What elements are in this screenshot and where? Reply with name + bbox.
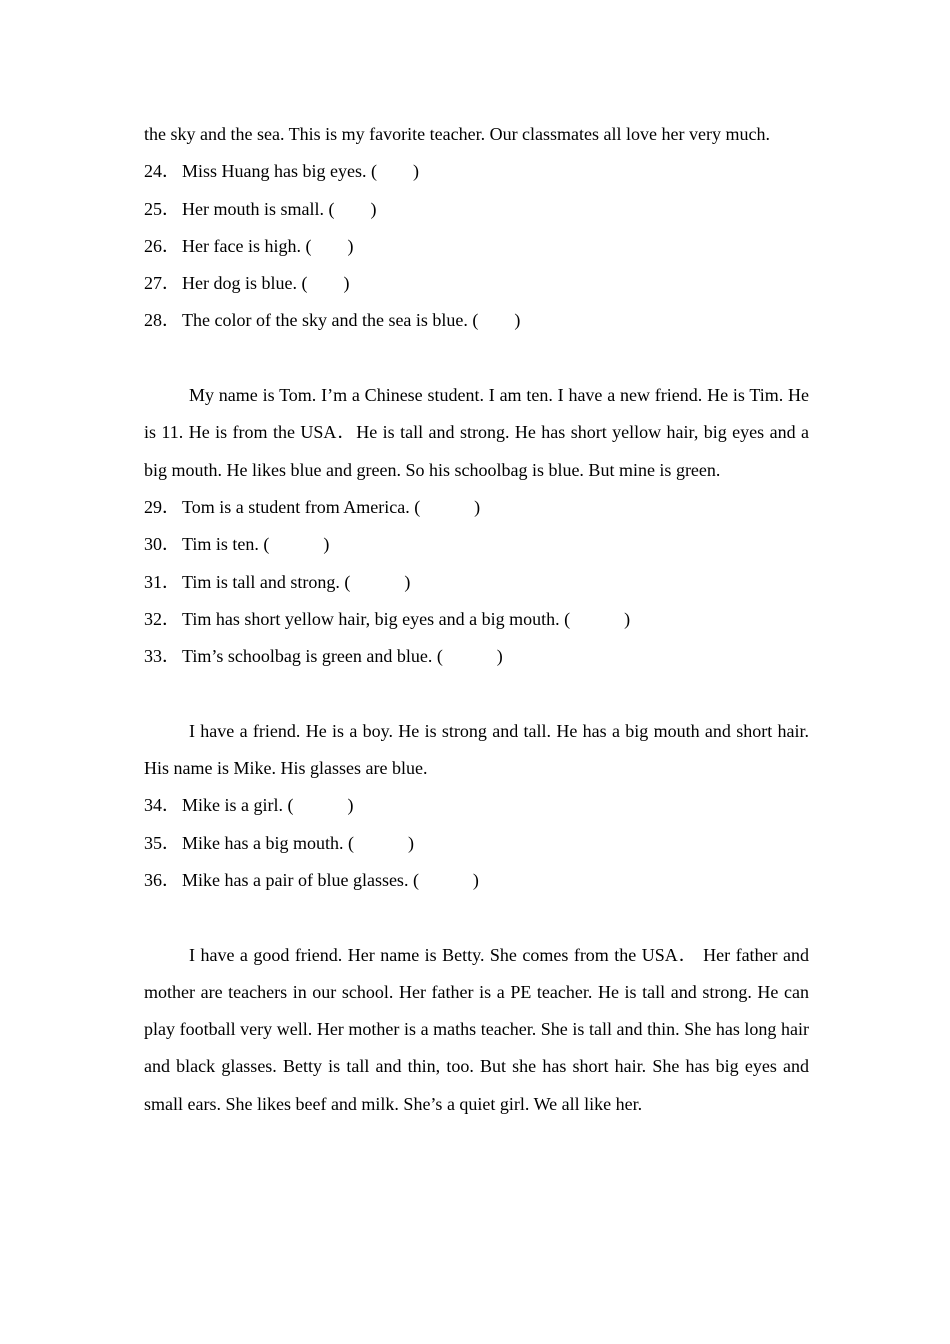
question-30	[144, 526, 809, 563]
question-text: Mike is a girl. ( )	[182, 795, 354, 816]
question-number: 33．	[144, 646, 180, 667]
question-text: Tim is ten. ( )	[182, 534, 330, 555]
question-34	[144, 787, 809, 824]
question-36	[144, 862, 809, 899]
question-number: 35．	[144, 832, 180, 853]
question-number: 25．	[144, 198, 180, 219]
section-spacer	[144, 899, 809, 936]
question-text: Tim is tall and strong. ( )	[182, 571, 411, 592]
section-spacer	[144, 675, 809, 712]
question-text: Her face is high. ( )	[182, 235, 354, 256]
question-number: 27．	[144, 273, 180, 294]
passage-3: I have a friend. He is a boy. He is strong and tall. He has a big mouth and short hair. His name is Mike. His glasses are blue.	[144, 720, 809, 779]
section-spacer	[144, 340, 809, 377]
question-text: Mike has a pair of blue glasses. ( )	[182, 869, 479, 890]
question-33	[144, 638, 809, 675]
question-number: 30．	[144, 534, 180, 555]
question-number: 36．	[144, 869, 180, 890]
question-number: 32．	[144, 608, 180, 629]
question-text: Mike has a big mouth. ( )	[182, 832, 414, 853]
question-text: The color of the sky and the sea is blue. ( )	[182, 310, 521, 331]
question-text: Tim has short yellow hair, big eyes and a big mouth. ( )	[182, 608, 631, 629]
question-number: 34．	[144, 795, 180, 816]
question-number: 29．	[144, 496, 180, 517]
question-28	[144, 302, 809, 339]
question-number: 24．	[144, 161, 180, 182]
question-number: 31．	[144, 571, 180, 592]
question-29	[144, 489, 809, 526]
passage-4: I have a good friend. Her name is Betty. She comes from the USA． Her father and mother are teachers in our school. Her father is a PE teacher. He is tall and strong. He can play football very well. Her mother is a maths teacher. She is tall and thin. She has long hair and black glasses. Betty is tall and thin, too. But she has short hair. She has big eyes and small ears. She likes beef and milk. She’s a quiet girl. We all like her.	[144, 944, 809, 1114]
question-text: Her dog is blue. ( )	[182, 273, 350, 294]
question-26	[144, 228, 809, 265]
question-27	[144, 265, 809, 302]
worksheet-page	[144, 116, 809, 1123]
passage-1-ending: the sky and the sea. This is my favorite teacher. Our classmates all love her very much.	[144, 124, 770, 144]
question-25	[144, 191, 809, 228]
question-35	[144, 825, 809, 862]
question-text: Miss Huang has big eyes. ( )	[182, 161, 419, 182]
question-text: Tim’s schoolbag is green and blue. ( )	[182, 646, 503, 667]
question-32	[144, 601, 809, 638]
question-number: 26．	[144, 235, 180, 256]
question-24	[144, 153, 809, 190]
question-text: Tom is a student from America. ( )	[182, 496, 481, 517]
passage-2: My name is Tom. I’m a Chinese student. I am ten. I have a new friend. He is Tim. He is 11. He is from the USA．He is tall and strong. He has short yellow hair, big eyes and a big mouth. He likes blue and green. So his schoolbag is blue. But mine is green.	[144, 385, 809, 480]
question-number: 28．	[144, 310, 180, 331]
question-31	[144, 564, 809, 601]
question-text: Her mouth is small. ( )	[182, 198, 377, 219]
